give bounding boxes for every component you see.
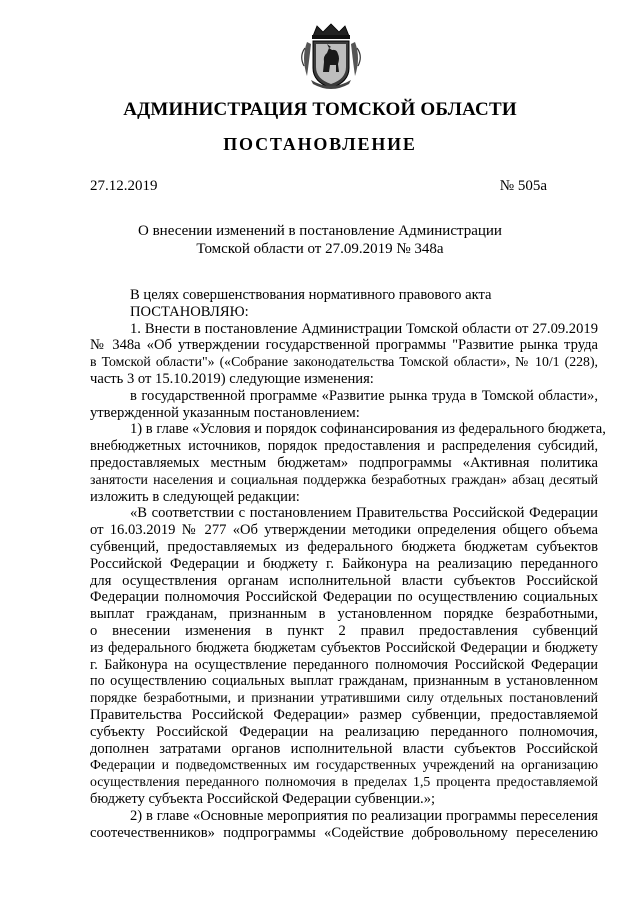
body-line: по осуществлению социальных выплат гражданам, признанным в установленном <box>90 673 598 690</box>
document-body <box>90 287 606 841</box>
body-line: для осуществления органам исполнительной власти субъектов Российской <box>90 572 598 589</box>
subject-line: Томской области от 27.09.2019 № 348а <box>196 241 444 257</box>
body-line: 2) в главе «Основные мероприятия по реализации программы переселения <box>130 807 598 824</box>
body-line: субвенций, предоставляемых из федерального бюджета бюджетам субъектов <box>90 538 598 555</box>
document-subject <box>90 222 550 258</box>
document-type-title: ПОСТАНОВЛЕНИЕ <box>223 134 417 154</box>
body-line: из федерального бюджета бюджетам субъектов Российской Федерации и бюджету <box>90 639 598 656</box>
body-line: соотечественников» подпрограммы «Содействие добровольному переселению <box>90 824 598 841</box>
body-line: субъекту Российской Федерации на реализацию переданного полномочия, <box>90 723 598 740</box>
body-line: изложить в следующей редакции: <box>90 488 300 505</box>
body-line: о внесении изменения в пункт 2 правил предоставления субвенций <box>90 622 598 639</box>
body-line: часть 3 от 15.10.2019) следующие изменения: <box>90 370 374 387</box>
body-line: предоставляемых местным бюджетам» подпрограммы «Активная политика <box>90 454 598 471</box>
body-line: дополнен затратами органов исполнительной власти субъектов Российской <box>90 740 598 757</box>
subject-line: О внесении изменений в постановление Администрации <box>138 223 502 239</box>
document-date: 27.12.2019 <box>90 178 158 194</box>
body-line: от 16.03.2019 № 277 «Об утверждении методики определения общего объема <box>90 522 598 539</box>
body-line: Правительства Российской Федерации» размер субвенции, предоставляемой <box>90 706 598 723</box>
body-line: занятости населения и социальная поддержка безработных граждан» абзац десятый <box>90 471 598 487</box>
body-line: выплат гражданам, признанным в установленном порядке безработными, <box>90 606 598 623</box>
body-line: Российской Федерации и бюджету г. Байконура на реализацию переданного <box>90 555 598 572</box>
body-line: осуществления переданного полномочия в пределах 1,5 процента предоставляемой <box>90 774 598 790</box>
body-line: «В соответствии с постановлением Правительства Российской Федерации <box>130 505 598 522</box>
body-line: в государственной программе «Развитие рынка труда в Томской области», <box>130 387 598 404</box>
body-line: Федерации и подведомственных им государственных учреждений на организацию <box>90 757 598 773</box>
organization-title: АДМИНИСТРАЦИЯ ТОМСКОЙ ОБЛАСТИ <box>123 99 517 120</box>
document-number: № 505а <box>499 178 547 194</box>
body-line: утвержденной указанным постановлением: <box>90 404 360 421</box>
body-line: 1) в главе «Условия и порядок софинансирования из федерального бюджета, <box>130 421 606 438</box>
tomsk-coat-of-arms-icon <box>299 22 363 90</box>
body-line: в Томской области"» («Собрание законодательства Томской области», № 10/1 (228), <box>90 354 598 370</box>
body-line: г. Байконура на осуществление переданного полномочия Российской Федерации <box>90 656 598 673</box>
body-line: ПОСТАНОВЛЯЮ: <box>130 303 249 320</box>
body-line: внебюджетных источников, порядок предоставления и распределения субсидий, <box>90 438 598 455</box>
body-line: В целях совершенствования нормативного правового акта <box>130 287 492 303</box>
body-line: 1. Внести в постановление Администрации Томской области от 27.09.2019 <box>130 320 598 337</box>
body-line: порядке безработными, и признании утратившими силу отдельных постановлений <box>90 690 598 706</box>
body-line: бюджету субъекта Российской Федерации субвенции.»; <box>90 790 436 807</box>
body-line: № 348а «Об утверждении государственной программы "Развитие рынка труда <box>90 337 598 354</box>
body-line: Федерации полномочия Российской Федерации по осуществлению социальных <box>90 589 598 606</box>
